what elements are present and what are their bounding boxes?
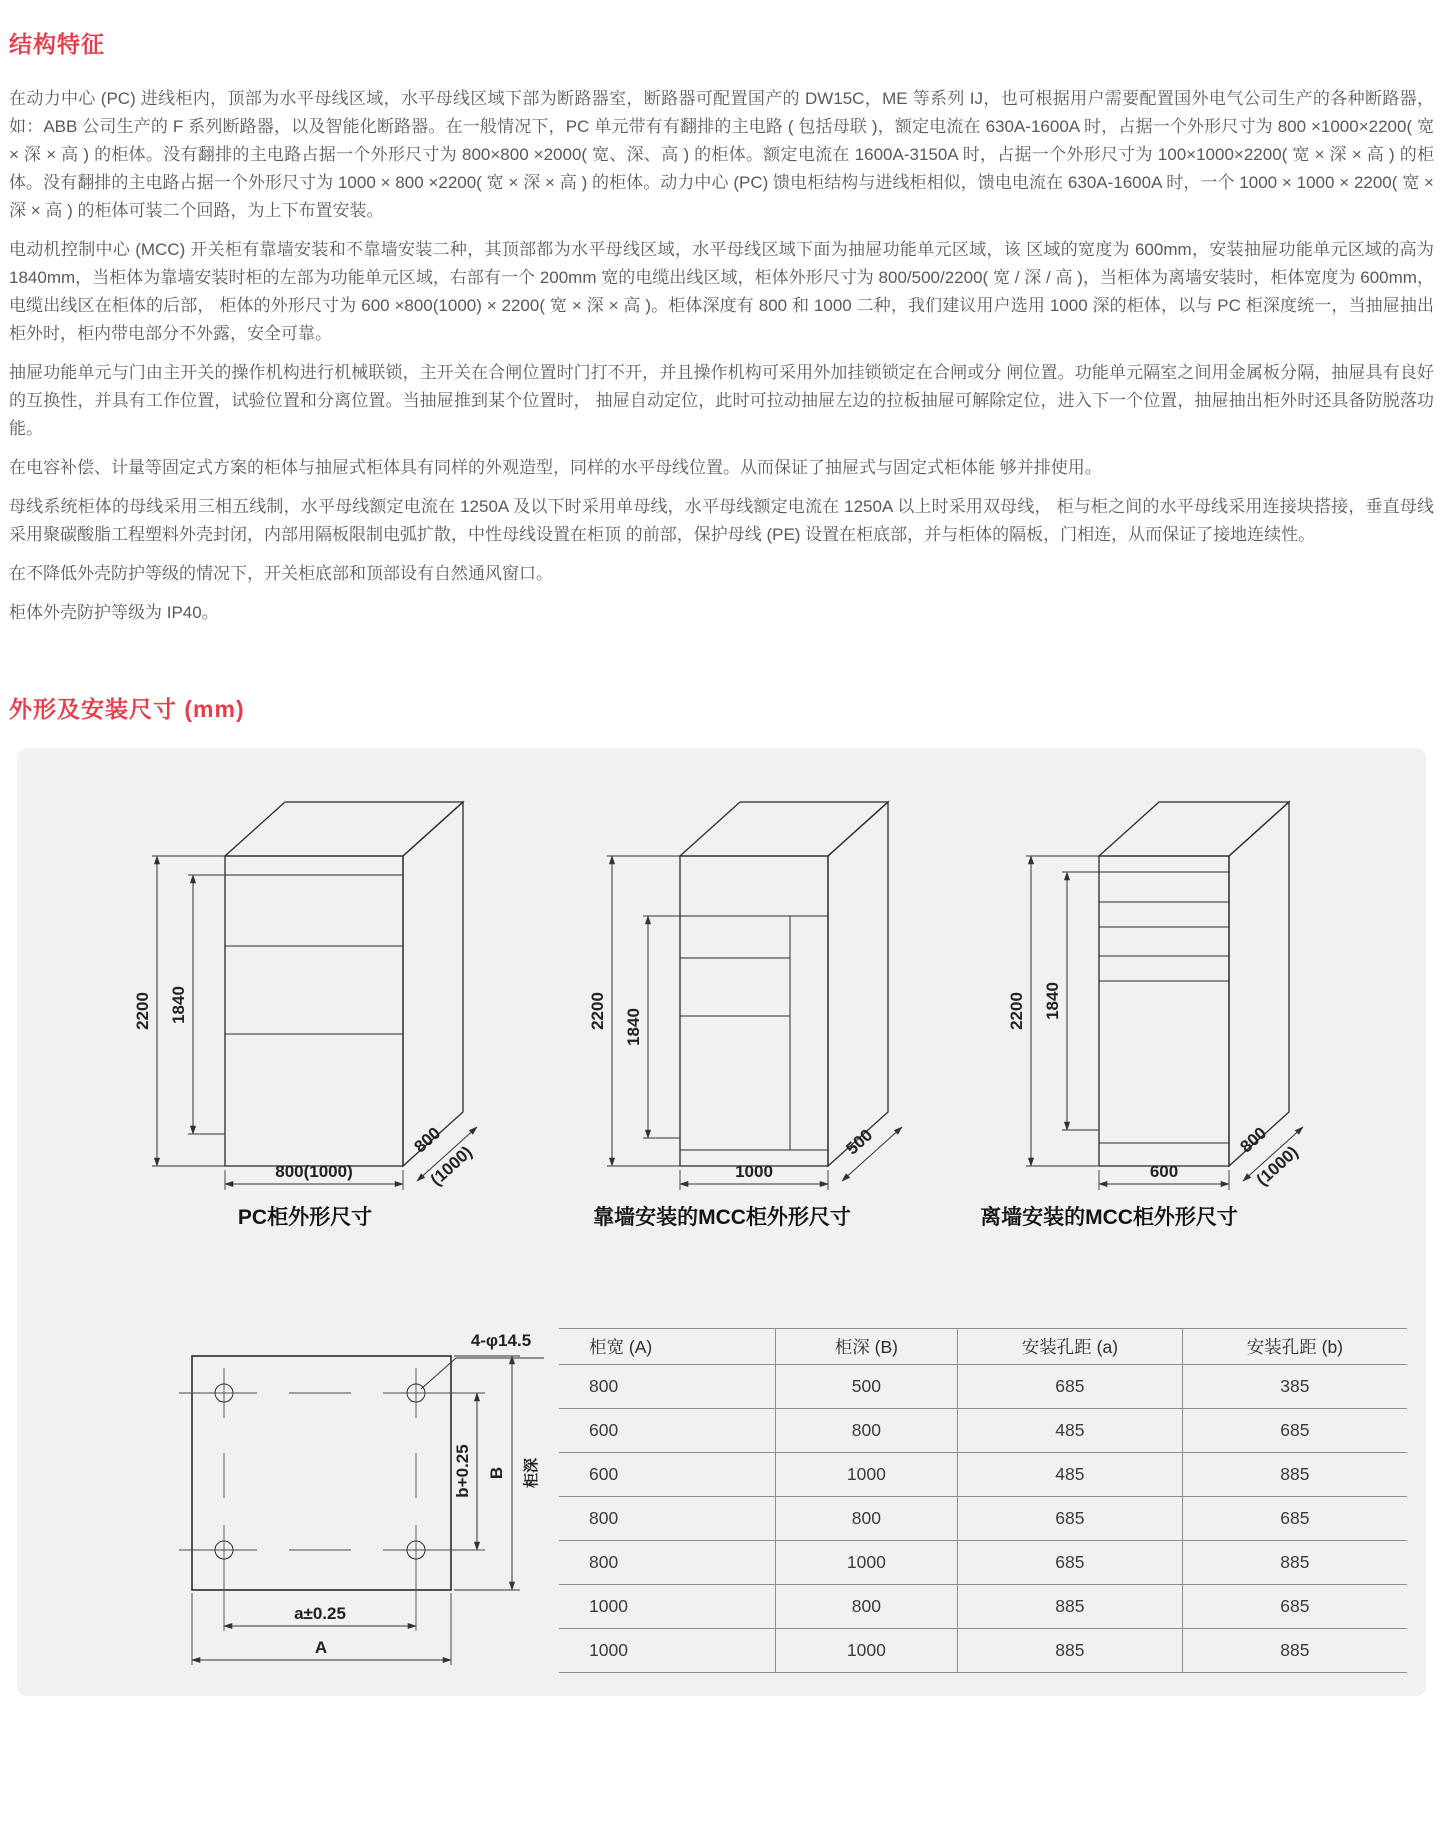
- section-title-structure: 结构特征: [9, 31, 105, 57]
- cabinet-outline: [680, 802, 888, 1166]
- section-title-dimensions: 外形及安装尺寸 (mm): [9, 696, 245, 722]
- cell-pitch-b: 685: [1182, 1409, 1407, 1453]
- figure-mcc-wall-cabinet: [575, 778, 935, 1231]
- cell-depth: 800: [775, 1497, 957, 1541]
- table-row: [559, 1365, 1407, 1409]
- col-header-hole-pitch-b: 安装孔距 (b): [1182, 1329, 1407, 1365]
- table-row: [559, 1409, 1407, 1453]
- drawings-panel: [17, 748, 1426, 1696]
- holes-count-label: 4-φ14.5: [470, 1331, 532, 1350]
- cell-pitch-a: 685: [958, 1541, 1183, 1585]
- cell-pitch-a: 485: [958, 1409, 1183, 1453]
- dim-label-a-overall: A: [314, 1638, 328, 1657]
- dim-label-depth: 800: [1236, 1123, 1271, 1157]
- dim-label-depth-alt: (1000): [1252, 1142, 1302, 1190]
- figure-mcc-freestanding-cabinet: [980, 778, 1349, 1231]
- pc-cabinet-drawing: [125, 778, 485, 1193]
- cabinet-depth-axis-label: 柜深: [523, 1457, 540, 1489]
- cell-width: 600: [559, 1409, 775, 1453]
- cell-width: 800: [559, 1365, 775, 1409]
- body-paragraph: 抽屉功能单元与门由主开关的操作机构进行机械联锁，主开关在合闸位置时门打不开，并且操作机构可采用外加挂锁锁定在合闸或分 闸位置。功能单元隔室之间用金属板分隔，抽屉具有良好的互换性，并具有工作位置，试验位置和分离位置。当抽屉推到某个位置时， 抽屉自动定位，此时可拉动抽屉左边的拉板抽屉可解除定位，进入下一个位置，抽屉抽出柜外时还具备防脱落功能。: [9, 363, 1434, 438]
- figure-caption: 离墙安装的MCC柜外形尺寸: [980, 1206, 1238, 1229]
- base-plate-outline: [192, 1356, 451, 1590]
- dim-label-unit-height: 1840: [169, 986, 188, 1024]
- cell-width: 600: [559, 1453, 775, 1497]
- dim-label-depth-alt: (1000): [426, 1142, 476, 1190]
- cell-pitch-b: 885: [1182, 1629, 1407, 1673]
- dim-label-width: 600: [1149, 1162, 1179, 1181]
- body-paragraph: 柜体外壳防护等级为 IP40。: [9, 603, 219, 622]
- cell-width: 1000: [559, 1629, 775, 1673]
- cell-pitch-a: 885: [958, 1629, 1183, 1673]
- dimension-lines: [192, 1356, 544, 1665]
- mounting-hole-diagram: [144, 1313, 559, 1696]
- cell-pitch-b: 685: [1182, 1585, 1407, 1629]
- figure-pc-cabinet: [125, 778, 485, 1231]
- dim-label-b-pitch: b+0.25: [453, 1444, 472, 1498]
- table-header-row: [559, 1329, 1407, 1365]
- dim-label-unit-height: 1840: [1043, 982, 1062, 1020]
- cell-pitch-a: 485: [958, 1453, 1183, 1497]
- cell-pitch-b: 685: [1182, 1497, 1407, 1541]
- body-paragraph: 在不降低外壳防护等级的情况下，开关柜底部和顶部设有自然通风窗口。: [9, 564, 553, 583]
- col-header-hole-pitch-a: 安装孔距 (a): [958, 1329, 1183, 1365]
- cabinet-panel-lines: [680, 916, 828, 1150]
- body-paragraph: 母线系统柜体的母线采用三相五线制，水平母线额定电流在 1250A 及以下时采用单母线，水平母线额定电流在 1250A 以上时采用双母线， 柜与柜之间的水平母线采用连接块搭接，垂直母线采用聚碳酸脂工程塑料外壳封闭，内部用隔板限制电弧扩散，中性母线设置在柜顶 的前部，保护母线 (PE) 设置在柜底部，并与柜体的隔板，门相连，从而保证了接地连续性。: [9, 497, 1434, 544]
- cabinet-outline: [225, 802, 463, 1166]
- cell-depth: 800: [775, 1585, 957, 1629]
- dim-label-height: 2200: [588, 992, 607, 1030]
- centerlines: [179, 1368, 485, 1631]
- body-paragraph: 在电容补偿、计量等固定式方案的柜体与抽屉式柜体具有同样的外观造型，同样的水平母线位置。从而保证了抽屉式与固定式柜体能 够并排使用。: [9, 458, 1102, 477]
- body-paragraph: 在动力中心 (PC) 进线柜内，顶部为水平母线区域，水平母线区域下部为断路器室，断路器可配置国产的 DW15C，ME 等系列 IJ，也可根据用户需要配置国外电气公司生产的各种断路器，如：ABB 公司生产的 F 系列断路器，以及智能化断路器。在一般情况下，PC 单元带有有翻排的主电路 ( 包括母联 )，额定电流在 630A-1600A 时，占据一个外形尺寸为 800 ×1000×2200( 宽 × 深 × 高 ) 的柜体。没有翻排的主电路占据一个外形尺寸为 800×800 ×2000( 宽、深、高 ) 的柜体。额定电流在 1600A-3150A 时，占据一个外形尺寸为 100×1000×2200( 宽 × 深 × 高 ) 的柜体。没有翻排的主电路占据一个外形尺寸为 1000 × 800 ×2200( 宽 × 深 × 高 ) 的柜体。动力中心 (PC) 馈电柜结构与进线柜相似，馈电电流在 630A-1600A 时，一个 1000 × 1000 × 2200( 宽 × 深 × 高 ) 的柜体可装二个回路，为上下布置安装。: [9, 89, 1434, 220]
- dim-label-width: 800(1000): [275, 1162, 353, 1181]
- cell-pitch-a: 685: [958, 1497, 1183, 1541]
- cell-width: 800: [559, 1541, 775, 1585]
- mounting-holes: [215, 1384, 425, 1559]
- cell-width: 1000: [559, 1585, 775, 1629]
- dim-label-height: 2200: [133, 992, 152, 1030]
- cell-width: 800: [559, 1497, 775, 1541]
- table-row: [559, 1541, 1407, 1585]
- dim-label-a-pitch: a±0.25: [294, 1604, 346, 1623]
- cabinet-outline: [1099, 802, 1289, 1166]
- dim-label-b-overall: B: [487, 1466, 506, 1480]
- table-row: [559, 1629, 1407, 1673]
- cell-pitch-b: 885: [1182, 1453, 1407, 1497]
- cell-pitch-a: 885: [958, 1585, 1183, 1629]
- figure-caption: PC柜外形尺寸: [237, 1206, 373, 1229]
- dim-label-depth: 800: [410, 1123, 445, 1157]
- cell-pitch-b: 885: [1182, 1541, 1407, 1585]
- dim-label-unit-height: 1840: [624, 1008, 643, 1046]
- mcc-wall-cabinet-drawing: [575, 778, 935, 1193]
- dim-label-width: 1000: [735, 1162, 773, 1181]
- table-row: [559, 1453, 1407, 1497]
- cabinet-drawer-lines: [1099, 872, 1229, 1143]
- dim-label-height: 2200: [1007, 992, 1026, 1030]
- mcc-freestanding-cabinet-drawing: [989, 778, 1349, 1193]
- dimensions-table: [559, 1328, 1407, 1673]
- cell-depth: 1000: [775, 1629, 957, 1673]
- cell-depth: 500: [775, 1365, 957, 1409]
- figure-caption: 靠墙安装的MCC柜外形尺寸: [593, 1206, 851, 1229]
- dim-label-depth: 500: [842, 1125, 877, 1159]
- table-row: [559, 1497, 1407, 1541]
- cell-depth: 1000: [775, 1453, 957, 1497]
- cabinet-panel-lines: [225, 875, 403, 1034]
- cell-pitch-b: 385: [1182, 1365, 1407, 1409]
- cell-depth: 800: [775, 1409, 957, 1453]
- cell-pitch-a: 685: [958, 1365, 1183, 1409]
- col-header-cabinet-depth: 柜深 (B): [775, 1329, 957, 1365]
- body-paragraph: 电动机控制中心 (MCC) 开关柜有靠墙安装和不靠墙安装二种，其顶部都为水平母线区域，水平母线区域下面为抽屉功能单元区域，该 区域的宽度为 600mm，安装抽屉功能单元区域的高为 1840mm，当柜体为靠墙安装时柜的左部为功能单元区域，右部有一个 200mm 宽的电缆出线区域，柜体外形尺寸为 800/500/2200( 宽 / 深 / 高 )，当柜体为离墙安装时，柜体宽度为 600mm，电缆出线区在柜体的后部， 柜体的外形尺寸为 600 ×800(1000) × 2200( 宽 × 深 × 高 )。柜体深度有 800 和 1000 二种，我们建议用户选用 1000 深的柜体，以与 PC 柜深度统一，当抽屉抽出柜外时，柜内带电部分不外露，安全可靠。: [9, 240, 1434, 343]
- col-header-cabinet-width: 柜宽 (A): [559, 1329, 775, 1365]
- table-row: [559, 1585, 1407, 1629]
- cell-depth: 1000: [775, 1541, 957, 1585]
